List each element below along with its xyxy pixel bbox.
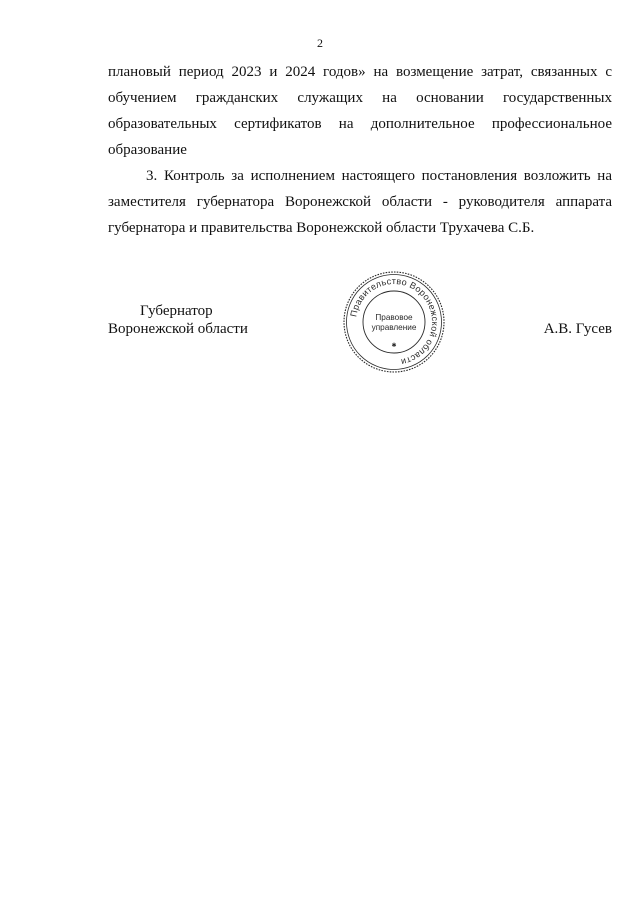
seal-center-line-2: управление — [371, 323, 417, 332]
paragraph-line: заместителя губернатора Воронежской области - руководителя аппарата — [108, 194, 612, 210]
paragraph-line: образование — [108, 142, 187, 158]
seal-center-line-1: Правовое — [375, 313, 413, 322]
paragraph-line: 3. Контроль за исполнением настоящего постановления возложить на — [146, 168, 612, 184]
seal-outer-ring-inner — [347, 275, 442, 370]
paragraph-continuation — [108, 59, 612, 163]
seal-outer-ring — [344, 272, 444, 372]
signatory-name: А.В. Гусев — [543, 321, 612, 337]
signatory-title: Губернатор — [140, 303, 213, 319]
official-seal — [342, 270, 446, 374]
paragraph-item-3 — [108, 163, 612, 241]
paragraph-line: губернатора и правительства Воронежской области Трухачева С.Б. — [108, 220, 535, 236]
page-number: 2 — [317, 36, 323, 50]
paragraph-line: обучением гражданских служащих на основании государственных — [108, 90, 612, 106]
paragraph-line: плановый период 2023 и 2024 годов» на возмещение затрат, связанных с — [108, 64, 612, 80]
seal-star-icon: ✱ — [391, 342, 397, 349]
paragraph-line: образовательных сертификатов на дополнительное профессиональное — [108, 116, 612, 132]
seal-ring-text: Правительство Воронежской области — [348, 275, 441, 368]
signatory-region: Воронежской области — [108, 321, 248, 337]
